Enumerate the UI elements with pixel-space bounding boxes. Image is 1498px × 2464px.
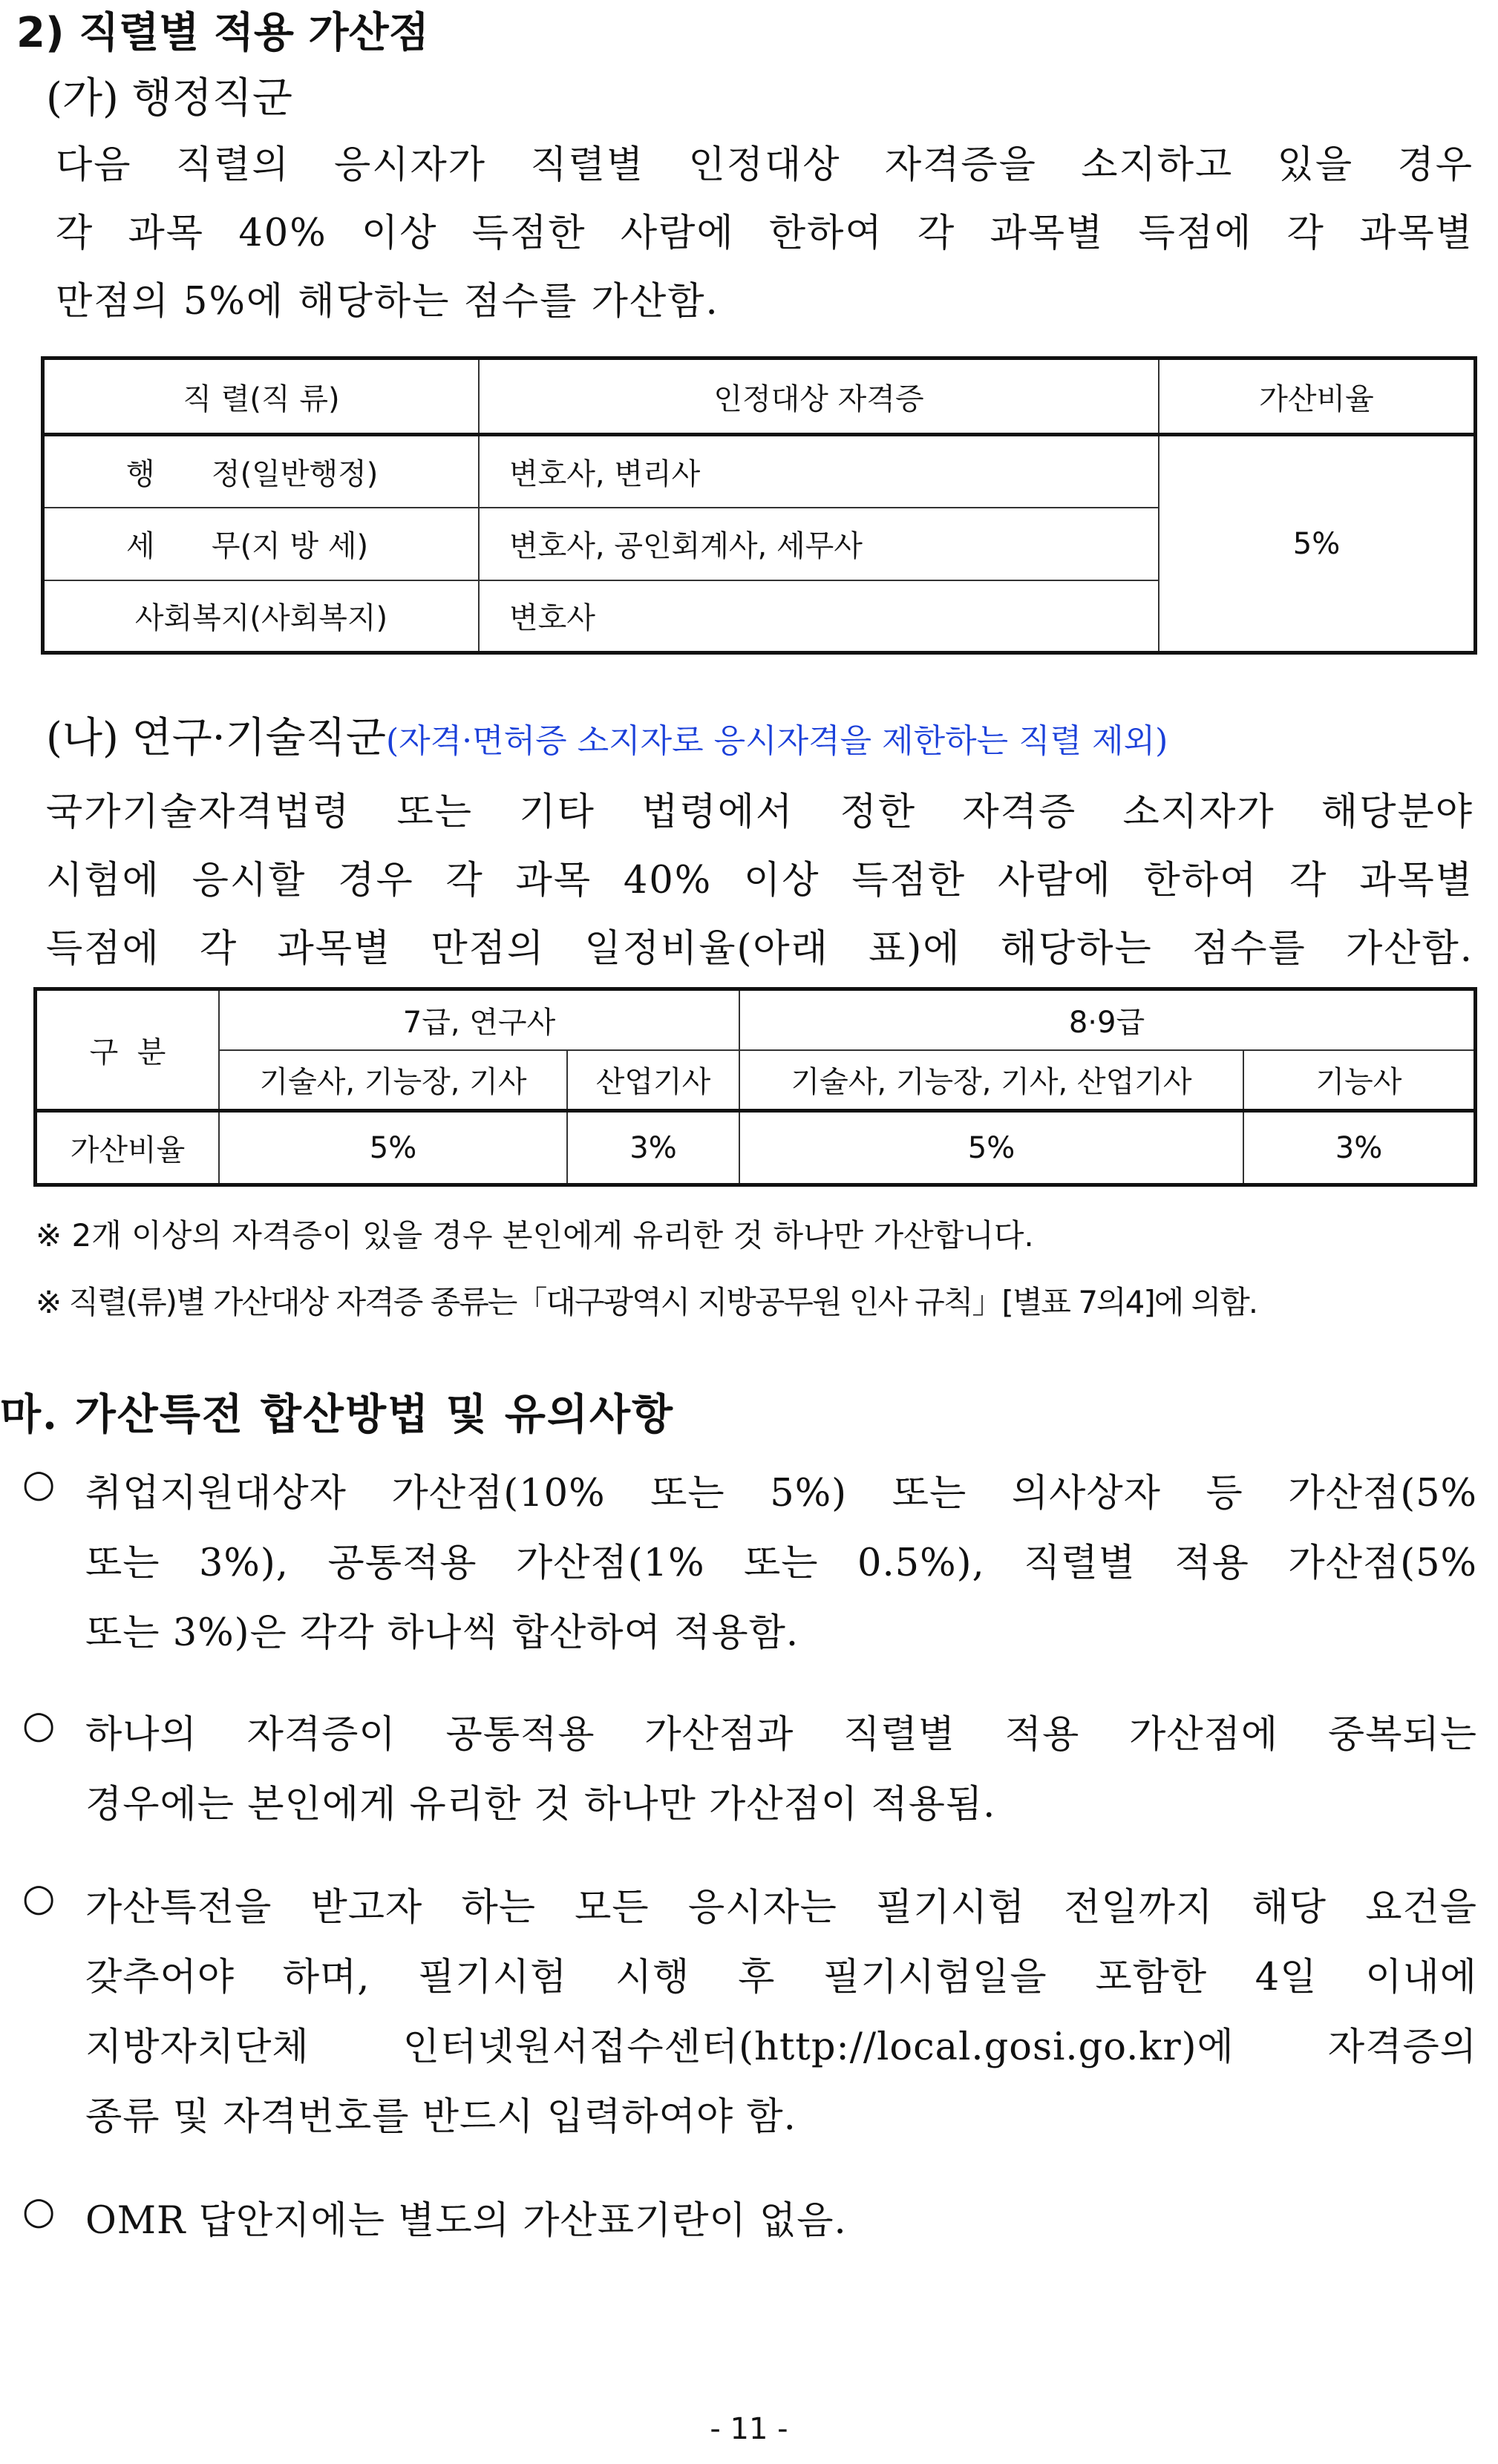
table-cell-job: 사회복지(사회복지)	[43, 580, 480, 653]
table-col-header: 기술사, 기능장, 기사	[219, 1050, 567, 1111]
bullet-symbol: ○	[22, 1876, 56, 1920]
bullet-symbol: ○	[22, 1703, 56, 1747]
page-number: - 11 -	[710, 2412, 788, 2446]
table-rate-cell: 3%	[567, 1111, 739, 1185]
table-rate-label: 가산비율	[36, 1111, 220, 1185]
subsection-heading-note: (자격·면허증 소지자로 응시자격을 제한하는 직렬 제외)	[385, 722, 1168, 760]
bullet-line: 갖추어야 하며, 필기시험 시행 후 필기시험일을 포함한 4일 이내에	[85, 1956, 1477, 1999]
table-rate-cell: 5%	[219, 1111, 567, 1185]
note-line: ※ 2개 이상의 자격증이 있을 경우 본인에게 유리한 것 하나만 가산합니다.	[36, 1217, 1034, 1254]
bullet-line: 취업지원대상자 가산점(10% 또는 5%) 또는 의사상자 등 가산점(5%	[85, 1472, 1477, 1516]
table-cell-cert: 변호사	[479, 580, 1159, 653]
cert-table-admin	[41, 356, 1477, 655]
bullet-line: 가산특전을 받고자 하는 모든 응시자는 필기시험 전일까지 해당 요건을	[85, 1886, 1477, 1930]
cert-table-tech	[33, 987, 1477, 1187]
bullet-line: 종류 및 자격번호를 반드시 입력하여야 함.	[85, 2095, 797, 2139]
paragraph-line: 각 과목 40% 이상 득점한 사람에 한하여 각 과목별 득점에 각 과목별	[56, 212, 1474, 255]
subsection-heading-na-wrap	[46, 705, 1168, 764]
bullet-line: 경우에는 본인에게 유리한 것 하나만 가산점이 적용됨.	[85, 1783, 996, 1826]
table-group-header: 7급, 연구사	[219, 989, 739, 1050]
table-rate-cell: 3%	[1243, 1111, 1476, 1185]
table-header: 가산비율	[1159, 358, 1476, 435]
table-cell-cert: 변호사, 변리사	[479, 435, 1159, 508]
table-cell-cert: 변호사, 공인회계사, 세무사	[479, 508, 1159, 580]
table-col-header: 기술사, 기능장, 기사, 산업기사	[739, 1050, 1243, 1111]
bullet-symbol: ○	[22, 2189, 56, 2233]
paragraph-line: 국가기술자격법령 또는 기타 법령에서 정한 자격증 소지자가 해당분야	[46, 790, 1474, 834]
table-row-header: 구 분	[36, 989, 220, 1111]
section-heading-ma: 마. 가산특전 합산방법 및 유의사항	[0, 1389, 675, 1439]
bullet-line: OMR 답안지에는 별도의 가산표기란이 없음.	[85, 2199, 847, 2243]
bullet-line: 지방자치단체 인터넷원서접수센터(http://local.gosi.go.kr)에 자격증의	[85, 2025, 1477, 2069]
table-cell-job: 행 정(일반행정)	[43, 435, 480, 508]
table-col-header: 기능사	[1243, 1050, 1476, 1111]
section-heading: 2) 직렬별 적용 가산점	[16, 9, 429, 57]
subsection-heading-na: (나) 연구·기술직군	[46, 714, 386, 762]
paragraph-line: 다음 직렬의 응시자가 직렬별 인정대상 자격증을 소지하고 있을 경우	[56, 143, 1474, 187]
table-rate-cell: 5%	[739, 1111, 1243, 1185]
table-cell-job: 세 무(지 방 세)	[43, 508, 480, 580]
paragraph-line: 득점에 각 과목별 만점의 일정비율(아래 표)에 해당하는 점수를 가산함.	[46, 927, 1474, 971]
table-cell-rate: 5%	[1159, 435, 1476, 653]
bullet-line: 또는 3%)은 각각 하나씩 합산하여 적용함.	[85, 1611, 799, 1655]
bullet-symbol: ○	[22, 1462, 56, 1506]
table-header: 직 렬(직 류)	[43, 358, 480, 435]
note-line: ※ 직렬(류)별 가산대상 자격증 종류는「대구광역시 지방공무원 인사 규칙」[별표 7의4]에 의함.	[36, 1284, 1257, 1320]
paragraph-line: 만점의 5%에 해당하는 점수를 가산함.	[56, 280, 719, 324]
table-col-header: 산업기사	[567, 1050, 739, 1111]
table-group-header: 8·9급	[739, 989, 1476, 1050]
subsection-heading-ga: (가) 행정직군	[46, 74, 292, 122]
table-header: 인정대상 자격증	[479, 358, 1159, 435]
bullet-line: 하나의 자격증이 공통적용 가산점과 직렬별 적용 가산점에 중복되는	[85, 1713, 1477, 1757]
bullet-line: 또는 3%), 공통적용 가산점(1% 또는 0.5%), 직렬별 적용 가산점(5%	[85, 1541, 1477, 1585]
paragraph-line: 시험에 응시할 경우 각 과목 40% 이상 득점한 사람에 한하여 각 과목별	[46, 859, 1474, 902]
